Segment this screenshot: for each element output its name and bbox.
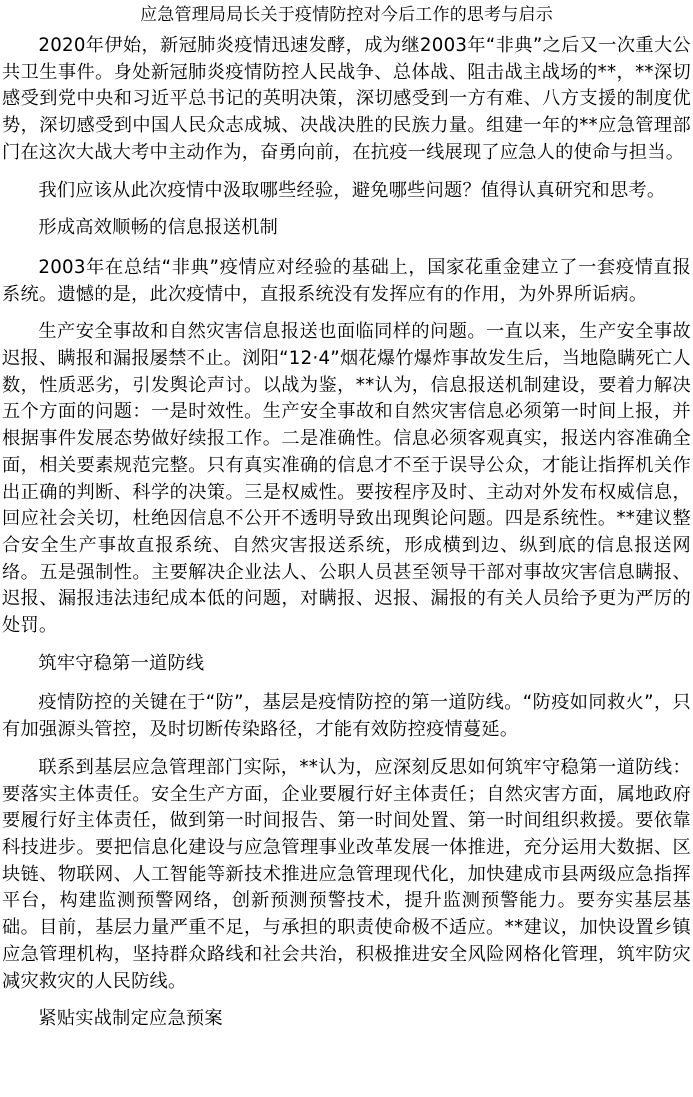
document-title: 应急管理局局长关于疫情防控对今后工作的思考与启示 [140, 5, 553, 25]
paragraph-5: 疫情防控的关键在于“防”，基层是疫情防控的第一道防线。“防疫如同救火”，只有加强源头管控，及时切断传染路径，才能有效防控疫情蔓延。 [2, 692, 691, 741]
document-body [2, 33, 691, 1033]
paragraph-1: 2020年伊始，新冠肺炎疫情迅速发酵，成为继2003年“非典”之后又一次重大公共卫生事件。身处新冠肺炎疫情防控人民战争、总体战、阻击战主战场的**，**深切感受到党中央和习近平总书记的英明决策，深切感受到一方有难、八方支援的制度优势，深切感受到中国人民众志成城、决战决胜的民族力量。组建一年的**应急管理部门在这次大战大考中主动作为，奋勇向前，在抗疫一线展现了应急人的使命与担当。 [2, 35, 691, 163]
paragraph-2: 我们应该从此次疫情中汲取哪些经验，避免哪些问题？值得认真研究和思考。 [38, 179, 666, 201]
section-heading-3: 紧贴实战制定应急预案 [38, 1008, 223, 1030]
paragraph-4: 生产安全事故和自然灾害信息报送也面临同样的问题。一直以来，生产安全事故迟报、瞒报和漏报屡禁不止。浏阳“12·4”烟花爆竹爆炸事故发生后，当地隐瞒死亡人数，性质恶劣，引发舆论声讨。以战为鉴，**认为，信息报送机制建设，要着力解决五个方面的问题：一是时效性。生产安全事故和自然灾害信息必须第一时间上报，并根据事件发展态势做好续报工作。二是准确性。信息必须客观真实，报送内容准确全面，相关要素规范完整。只有真实准确的信息才不至于误导公众，才能让指挥机关作出正确的判断、科学的决策。三是权威性。要按程序及时、主动对外发布权威信息，回应社会关切，杜绝因信息不公开不透明导致出现舆论问题。四是系统性。**建议整合安全生产事故直报系统、自然灾害报送系统，形成横到边、纵到底的信息报送网络。五是强制性。主要解决企业法人、公职人员甚至领导干部对事故灾害信息瞒报、迟报、漏报违法违纪成本低的问题，对瞒报、迟报、漏报的有关人员给予更为严厉的处罚。 [2, 321, 691, 637]
paragraph-3: 2003年在总结“非典”疫情应对经验的基础上，国家花重金建立了一套疫情直报系统。遗憾的是，此次疫情中，直报系统没有发挥应有的作用，为外界所诟病。 [2, 256, 691, 305]
section-heading-2: 筑牢守稳第一道防线 [38, 652, 205, 674]
paragraph-6: 联系到基层应急管理部门实际，**认为，应深刻反思如何筑牢守稳第一道防线：要落实主体责任。安全生产方面，企业要履行好主体责任；自然灾害方面，属地政府要履行好主体责任，做到第一时间报告、第一时间处置、第一时间组织救援。要依靠科技进步。要把信息化建设与应急管理事业改革发展一体推进，充分运用大数据、区块链、物联网、人工智能等新技术推进应急管理现代化，加快建成市县两级应急指挥平台，构建监测预警网络，创新预测预警技术，提升监测预警能力。要夯实基层基础。目前，基层力量严重不足，与承担的职责使命极不适应。**建议，加快设置乡镇应急管理机构，坚持群众路线和社会共治，积极推进安全风险网格化管理，筑牢防灾减灾救灾的人民防线。 [2, 756, 691, 992]
section-heading-1: 形成高效顺畅的信息报送机制 [38, 217, 279, 239]
